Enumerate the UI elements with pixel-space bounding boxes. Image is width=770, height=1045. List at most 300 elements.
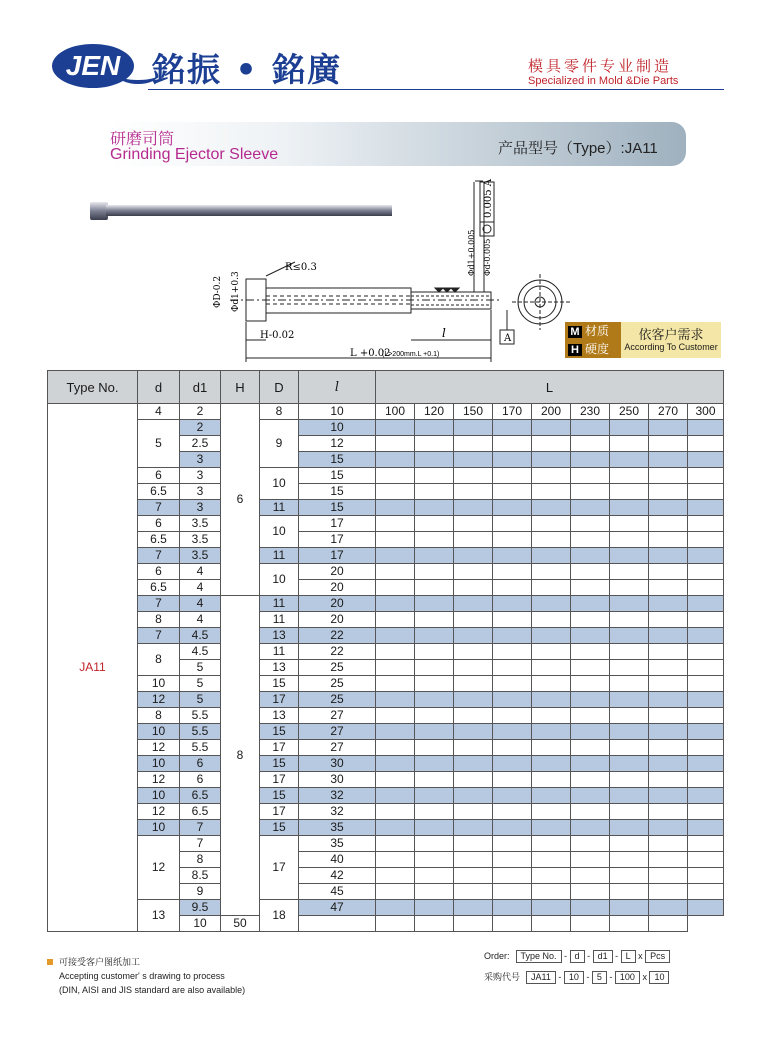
L-cell [571, 644, 610, 660]
spec-value: 依客户需求 According To Customer [621, 322, 721, 358]
order-format-row [484, 950, 670, 963]
d1-cell: 6.5 [180, 804, 221, 820]
L-cell [571, 660, 610, 676]
L-cell [610, 852, 649, 868]
d1-label: Φd1+0.3 [231, 271, 241, 312]
d-cell: 5 [138, 420, 180, 468]
L-cell [376, 564, 415, 580]
example-field: 100 [615, 971, 640, 984]
L-cell [532, 660, 571, 676]
L-cell [532, 772, 571, 788]
table-row [48, 676, 724, 692]
d-cell: 7 [138, 628, 180, 644]
L-cell [532, 612, 571, 628]
D-cell: 15 [260, 676, 299, 692]
L-cell [649, 500, 688, 516]
d1-cell: 4 [180, 564, 221, 580]
L-cell [688, 532, 724, 548]
L-cell [454, 676, 493, 692]
d-cell: 6.5 [138, 580, 180, 596]
L-cell [376, 868, 415, 884]
L-cell [571, 884, 610, 900]
d-cell: 7 [138, 500, 180, 516]
L-cell [532, 820, 571, 836]
L-cell [571, 820, 610, 836]
L-cell [571, 836, 610, 852]
L-cell [532, 868, 571, 884]
L-cell [493, 836, 532, 852]
d1-cell: 10 [180, 916, 221, 932]
L-cell [688, 692, 724, 708]
L-cell [532, 548, 571, 564]
L-cell [610, 788, 649, 804]
L-cell [532, 788, 571, 804]
L-cell [376, 708, 415, 724]
l-cell: 30 [299, 756, 376, 772]
L-cell [532, 804, 571, 820]
header-H: H [221, 371, 260, 404]
L-cell [610, 900, 649, 916]
L-cell [376, 836, 415, 852]
L-cell [415, 788, 454, 804]
L-cell [610, 660, 649, 676]
header-L: L [376, 371, 724, 404]
note-line-3: (DIN, AISI and JIS standard are also available) [59, 985, 246, 995]
L-cell [610, 708, 649, 724]
L-cell [376, 900, 415, 916]
L-cell [688, 660, 724, 676]
L-cell [649, 468, 688, 484]
L-cell [610, 548, 649, 564]
L-cell [688, 548, 724, 564]
L-cell [610, 468, 649, 484]
L-cell [532, 900, 571, 916]
L-cell [610, 644, 649, 660]
L-cell [493, 596, 532, 612]
L-cell [454, 596, 493, 612]
L-cell [571, 756, 610, 772]
D-cell: 11 [260, 612, 299, 628]
L-cell [415, 564, 454, 580]
L-cell [493, 628, 532, 644]
header-d: d [138, 371, 180, 404]
separator: - [561, 951, 570, 961]
L-cell [571, 740, 610, 756]
L-cell [493, 692, 532, 708]
L-cell [415, 724, 454, 740]
L-cell [532, 740, 571, 756]
table-row [48, 516, 724, 532]
L-cell [415, 516, 454, 532]
L-cell [493, 420, 532, 436]
L-cell [532, 852, 571, 868]
header-D: D [260, 371, 299, 404]
table-row [48, 580, 724, 596]
separator: - [606, 972, 615, 982]
D-cell: 11 [260, 548, 299, 564]
L-cell [415, 820, 454, 836]
L-cell [571, 612, 610, 628]
L-cell [649, 820, 688, 836]
L-cell [415, 580, 454, 596]
L-cell [532, 836, 571, 852]
L-cell [532, 884, 571, 900]
L-cell [688, 596, 724, 612]
L-cell [376, 468, 415, 484]
separator: - [555, 972, 564, 982]
d1-cell: 4 [180, 612, 221, 628]
L-cell [649, 724, 688, 740]
D-cell: 17 [260, 740, 299, 756]
d-cell: 8 [138, 708, 180, 724]
L-value-cell: 150 [454, 404, 493, 420]
L-cell [688, 436, 724, 452]
d-cell: 6 [138, 516, 180, 532]
D-cell: 13 [260, 708, 299, 724]
L-cell [415, 484, 454, 500]
bullet-icon [47, 959, 53, 965]
separator: - [583, 972, 592, 982]
d1-cell: 7 [180, 820, 221, 836]
L-cell [688, 724, 724, 740]
header-divider [148, 89, 724, 90]
L-cell [649, 532, 688, 548]
L-cell [610, 452, 649, 468]
L-cell [688, 452, 724, 468]
L-cell [415, 596, 454, 612]
H-cell: 8 [221, 596, 260, 916]
L-cell [610, 532, 649, 548]
L-cell [610, 484, 649, 500]
L-cell [571, 916, 610, 932]
l-cell: 35 [299, 836, 376, 852]
L-cell [493, 436, 532, 452]
L-cell [532, 724, 571, 740]
table-row [48, 612, 724, 628]
L-label: L +0.02 [350, 348, 391, 359]
L-cell [415, 548, 454, 564]
L-cell [415, 612, 454, 628]
D-cell: 17 [260, 772, 299, 788]
spec-table-body [48, 404, 724, 932]
L-cell [493, 852, 532, 868]
L-cell [454, 772, 493, 788]
D-cell: 13 [260, 660, 299, 676]
L-cell [454, 484, 493, 500]
L-cell [610, 564, 649, 580]
table-row [48, 836, 724, 852]
D-cell: 8 [260, 404, 299, 420]
L-cell [454, 548, 493, 564]
slogan-cn: 模具零件专业制造 [528, 57, 673, 75]
l-cell: 20 [299, 580, 376, 596]
product-title-en: Grinding Ejector Sleeve [110, 146, 279, 163]
l-cell: 27 [299, 708, 376, 724]
L-cell [688, 804, 724, 820]
l-label: l [442, 326, 446, 340]
L-cell [493, 916, 532, 932]
D-cell: 9 [260, 420, 299, 468]
L-cell [454, 692, 493, 708]
D-cell: 17 [260, 804, 299, 820]
L-cell [376, 852, 415, 868]
l-cell: 25 [299, 692, 376, 708]
L-cell [376, 660, 415, 676]
spec-table [47, 370, 724, 932]
L-cell [493, 612, 532, 628]
product-title-cn: 研磨司筒 [110, 131, 175, 148]
table-row [48, 564, 724, 580]
slogan-en: Specialized in Mold &Die Parts [528, 75, 679, 87]
D-cell: 10 [260, 564, 299, 596]
l-cell: 17 [299, 548, 376, 564]
L-value-cell: 230 [571, 404, 610, 420]
L-cell [688, 580, 724, 596]
L-cell [493, 468, 532, 484]
D-cell: 15 [260, 788, 299, 804]
separator: - [584, 951, 593, 961]
L-cell [532, 692, 571, 708]
L-cell [532, 452, 571, 468]
L-cell [493, 580, 532, 596]
table-row [48, 628, 724, 644]
L-cell [415, 628, 454, 644]
L-cell [649, 580, 688, 596]
separator: - [612, 951, 621, 961]
d-cell: 8 [138, 612, 180, 628]
L-note: (L>200mm.L +0.1) [382, 351, 440, 358]
L-cell [649, 436, 688, 452]
l-cell: 20 [299, 596, 376, 612]
L-cell [649, 804, 688, 820]
company-logo: JEN [52, 44, 134, 88]
L-cell [493, 868, 532, 884]
L-cell [610, 692, 649, 708]
sleeve-photo [90, 202, 392, 220]
l-cell: 27 [299, 740, 376, 756]
L-cell [415, 660, 454, 676]
L-cell [610, 580, 649, 596]
L-cell [571, 468, 610, 484]
L-cell [688, 756, 724, 772]
L-cell [532, 916, 571, 932]
L-cell [532, 516, 571, 532]
d-tol-label: Φd-0.005 [483, 238, 492, 276]
L-cell [610, 868, 649, 884]
L-cell [532, 644, 571, 660]
table-row [48, 804, 724, 820]
L-cell [571, 436, 610, 452]
L-cell [649, 644, 688, 660]
L-cell [493, 564, 532, 580]
L-cell [493, 500, 532, 516]
d1-cell: 3 [180, 484, 221, 500]
L-cell [688, 772, 724, 788]
L-cell [610, 612, 649, 628]
L-cell [571, 564, 610, 580]
l-cell: 10 [299, 404, 376, 420]
L-cell [649, 868, 688, 884]
L-cell [415, 452, 454, 468]
L-cell [571, 788, 610, 804]
d1-cell: 4.5 [180, 628, 221, 644]
L-cell [649, 484, 688, 500]
L-cell [649, 916, 688, 932]
L-cell [454, 420, 493, 436]
L-cell [454, 532, 493, 548]
L-cell [493, 484, 532, 500]
l-cell: 15 [299, 468, 376, 484]
L-cell [454, 564, 493, 580]
L-cell [376, 596, 415, 612]
d1-cell: 4 [180, 580, 221, 596]
L-cell [376, 884, 415, 900]
L-cell [649, 548, 688, 564]
example-label: 采购代号 [484, 972, 521, 982]
L-cell [571, 596, 610, 612]
l-cell: 32 [299, 788, 376, 804]
d1-cell: 4 [180, 596, 221, 612]
d-cell: 7 [138, 596, 180, 612]
L-cell [376, 916, 415, 932]
L-cell [493, 532, 532, 548]
d1-cell: 6 [180, 756, 221, 772]
D-cell: 15 [260, 820, 299, 836]
d-cell: 8 [138, 644, 180, 676]
L-cell [571, 804, 610, 820]
L-cell [376, 452, 415, 468]
L-cell [649, 676, 688, 692]
L-cell [493, 548, 532, 564]
d-cell: 12 [138, 692, 180, 708]
L-cell [454, 644, 493, 660]
L-cell [610, 436, 649, 452]
l-cell: 15 [299, 452, 376, 468]
l-cell: 22 [299, 644, 376, 660]
separator: x [635, 951, 646, 961]
d-cell: 12 [138, 740, 180, 756]
L-cell [571, 772, 610, 788]
D-cell: 11 [260, 596, 299, 612]
L-cell [649, 740, 688, 756]
notes [47, 955, 245, 997]
example-field: 10 [564, 971, 584, 984]
l-cell: 10 [299, 420, 376, 436]
L-cell [649, 516, 688, 532]
brand-name: 銘振 • 銘廣 [152, 50, 343, 89]
L-cell [454, 452, 493, 468]
L-cell [610, 500, 649, 516]
L-cell [532, 596, 571, 612]
L-cell [571, 580, 610, 596]
L-cell [454, 788, 493, 804]
d1-cell: 5.5 [180, 740, 221, 756]
l-cell: 35 [299, 820, 376, 836]
L-cell [454, 468, 493, 484]
L-cell [376, 724, 415, 740]
L-value-cell: 120 [415, 404, 454, 420]
L-cell [454, 868, 493, 884]
table-row [48, 500, 724, 516]
d-cell: 7 [138, 548, 180, 564]
example-field: JA11 [526, 971, 556, 984]
L-cell [493, 708, 532, 724]
d1-cell: 2.5 [180, 436, 221, 452]
d1-cell: 8.5 [180, 868, 221, 884]
L-cell [493, 884, 532, 900]
L-value-cell: 250 [610, 404, 649, 420]
header-l: l [299, 371, 376, 404]
note-line-2: Accepting customer' s drawing to process [59, 971, 225, 981]
L-cell [454, 916, 493, 932]
L-cell [454, 436, 493, 452]
L-value-cell: 100 [376, 404, 415, 420]
L-cell [415, 900, 454, 916]
L-cell [532, 500, 571, 516]
L-cell [454, 500, 493, 516]
L-cell [649, 564, 688, 580]
L-cell [376, 820, 415, 836]
D-cell: 15 [260, 756, 299, 772]
L-cell [376, 580, 415, 596]
L-cell [493, 676, 532, 692]
order-field: L [621, 950, 636, 963]
L-cell [415, 916, 454, 932]
D-cell: 10 [260, 468, 299, 500]
L-cell [610, 772, 649, 788]
l-cell: 25 [299, 676, 376, 692]
L-cell [649, 772, 688, 788]
L-cell [610, 884, 649, 900]
example-field: 5 [592, 971, 607, 984]
d-cell: 13 [138, 900, 180, 932]
L-cell [376, 804, 415, 820]
L-value-cell: 300 [688, 404, 724, 420]
d-cell: 6 [138, 468, 180, 484]
L-cell [415, 804, 454, 820]
L-cell [376, 772, 415, 788]
L-cell [610, 916, 649, 932]
L-cell [454, 516, 493, 532]
L-cell [415, 836, 454, 852]
D-cell: 11 [260, 500, 299, 516]
header-d1: d1 [180, 371, 221, 404]
L-cell [493, 788, 532, 804]
d1-cell: 9 [180, 884, 221, 900]
d1-cell: 2 [180, 404, 221, 420]
l-cell: 47 [299, 900, 376, 916]
table-row [48, 724, 724, 740]
d1-cell: 4.5 [180, 644, 221, 660]
L-cell [493, 756, 532, 772]
L-cell [688, 740, 724, 756]
L-cell [610, 836, 649, 852]
L-cell [454, 612, 493, 628]
L-cell [688, 884, 724, 900]
L-cell [688, 820, 724, 836]
radius-label: R≤0.3 [285, 262, 317, 273]
L-cell [649, 756, 688, 772]
L-cell [415, 708, 454, 724]
L-cell [532, 580, 571, 596]
l-cell: 12 [299, 436, 376, 452]
d-cell: 10 [138, 756, 180, 772]
L-cell [454, 820, 493, 836]
type-cell: JA11 [48, 404, 138, 932]
L-cell [415, 852, 454, 868]
d1-cell: 3 [180, 468, 221, 484]
L-cell [376, 500, 415, 516]
